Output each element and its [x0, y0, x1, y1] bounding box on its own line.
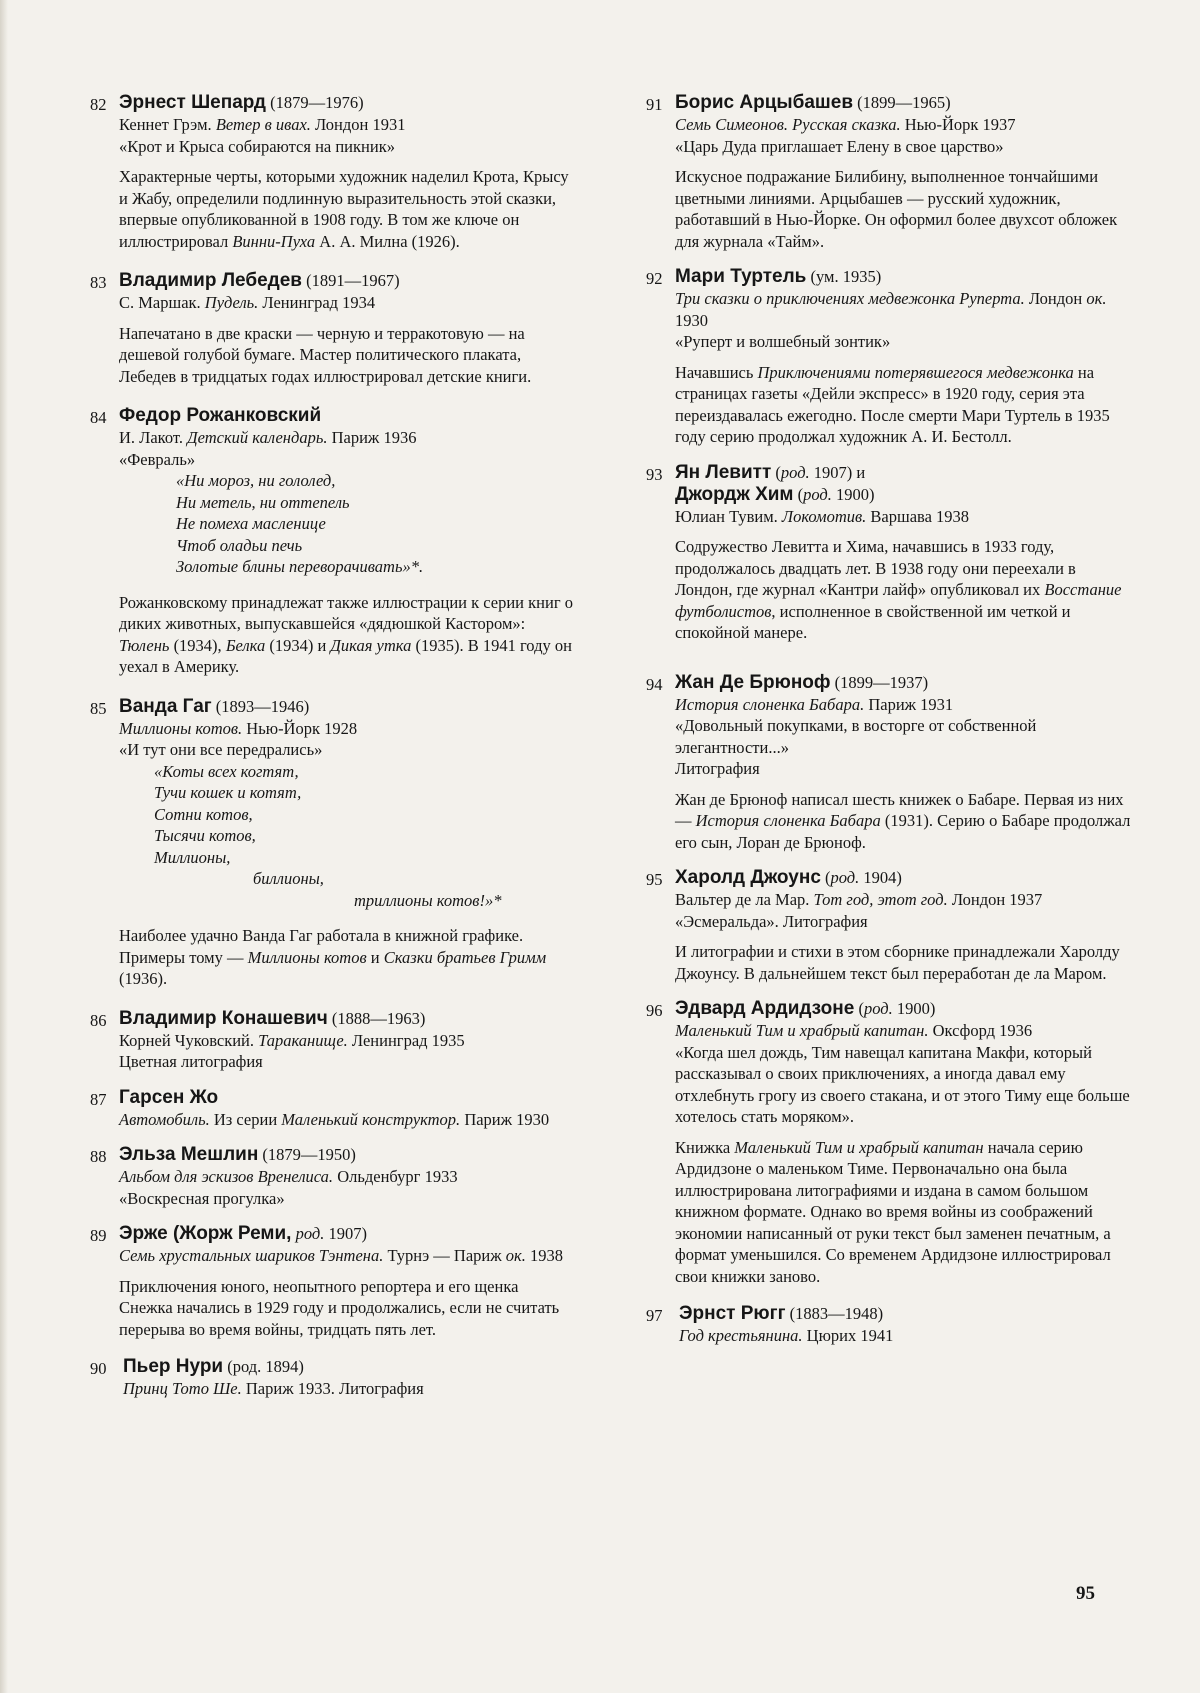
entry-number: 85 [90, 698, 107, 720]
catalog-entry-95 [642, 867, 1134, 984]
entry-number: 83 [90, 272, 107, 294]
catalog-entry-85 [86, 696, 576, 990]
illustration-caption: «И тут они все передрались» [119, 739, 576, 761]
entry-number: 86 [90, 1010, 107, 1032]
entry-description: Рожанковскому принадлежат также иллюстрации к серии книг о диких животных, выпускавшейся «дядюшкой Кастором»: Тюлень (1934), Белка (1934) и Дикая утка (1935). В 1941 году он уехал в Америку. [119, 592, 576, 678]
catalog-entry-82 [86, 92, 576, 252]
illustration-caption: Цветная литография [119, 1051, 576, 1073]
artist-name: Федор Рожанковский [119, 405, 321, 426]
entry-description: Начавшись Приключениями потерявшегося медвежонка на страницах газеты «Дейли экспресс» в 1920 году, серия эта переиздавалась ежегодно. После смерти Мари Туртель в 1935 году серию продолжал художник А. И. Бестолл. [675, 362, 1134, 448]
book-title-line: Маленький Тим и храбрый капитан. Оксфорд 1936 [675, 1020, 1134, 1042]
artist-name: Борис Арцыбашев [675, 92, 853, 113]
artist-name: Ян Левитт [675, 462, 771, 483]
book-title-line: Вальтер де ла Мар. Тот год, этот год. Лондон 1937 [675, 889, 1134, 911]
entry-description: Жан де Брюноф написал шесть книжек о Бабаре. Первая из них — История слоненка Бабара (1931). Серию о Бабаре продолжал его сын, Лоран де Брюноф. [675, 789, 1134, 854]
catalog-entry-83 [86, 270, 576, 387]
artist-dates: (род. 1900) [858, 999, 935, 1018]
entry-number: 90 [90, 1358, 107, 1380]
illustration-caption: «Воскресная прогулка» [119, 1188, 576, 1210]
artist-name: Жан Де Брюноф [675, 672, 831, 693]
artist-dates: (род. 1907) и [775, 463, 865, 482]
artist-dates: (1899—1937) [835, 673, 929, 692]
artist-dates: (род. 1900) [798, 485, 875, 504]
illustration-caption: «Крот и Крыса собираются на пикник» [119, 136, 576, 158]
artist-dates: род. 1907) [296, 1224, 367, 1243]
entry-number: 87 [90, 1089, 107, 1111]
artist-name: Джордж Хим [675, 484, 794, 505]
artist-dates: (1879—1950) [262, 1145, 356, 1164]
artist-name: Владимир Конашевич [119, 1008, 328, 1029]
artist-name: Эльза Мешлин [119, 1144, 258, 1165]
entry-number: 92 [646, 268, 663, 290]
artist-name: Харолд Джоунс [675, 867, 821, 888]
entry-number: 88 [90, 1146, 107, 1168]
artist-dates: (род. 1904) [825, 868, 902, 887]
entry-description: Наиболее удачно Ванда Гаг работала в книжной графике. Примеры тому — Миллионы котов и Сказки братьев Гримм (1936). [119, 925, 576, 990]
entry-description: И литографии и стихи в этом сборнике принадлежали Харолду Джоунсу. В дальнейшем текст был переработан де ла Маром. [675, 941, 1134, 984]
book-title-line: И. Лакот. Детский календарь. Париж 1936 [119, 427, 576, 449]
artist-dates: (1888—1963) [332, 1009, 426, 1028]
scan-edge [0, 0, 8, 1693]
book-title-line: Кеннет Грэм. Ветер в ивах. Лондон 1931 [119, 114, 576, 136]
artist-dates: (ум. 1935) [811, 267, 882, 286]
book-title-line: Принц Тото Ше. Париж 1933. Литография [123, 1378, 576, 1400]
book-title-line: История слоненка Бабара. Париж 1931 [675, 694, 1134, 716]
entry-number: 82 [90, 94, 107, 116]
entry-number: 94 [646, 674, 663, 696]
illustration-caption: «Февраль» [119, 449, 576, 471]
page-number: 95 [1076, 1583, 1095, 1605]
artist-name: Эрже (Жорж Реми, [119, 1223, 291, 1244]
catalog-entry-92 [642, 266, 1134, 448]
book-title-line: Юлиан Тувим. Локомотив. Варшава 1938 [675, 506, 1134, 528]
poem-quote: «Коты всех когтят, Тучи кошек и котят, Сотни котов, Тысячи котов, Миллионы, биллионы, триллионы котов!»* [119, 761, 576, 912]
illustration-caption: «Царь Дуда приглашает Елену в свое царство» [675, 136, 1134, 158]
catalog-entry-96 [642, 998, 1134, 1287]
entry-description: Книжка Маленький Тим и храбрый капитан начала серию Ардидзоне о маленьком Тиме. Первоначально она была иллюстрирована литографиями и издана в самом большом книжном формате. Однако во время войны из соображений экономии написанный от руки текст был заменен печатным, а формат уменьшился. Со временем Ардидзоне иллюстрировал свои книжки заново. [675, 1137, 1134, 1288]
catalog-entry-87 [86, 1087, 576, 1131]
entry-description: Напечатано в две краски — черную и терракотовую — на дешевой голубой бумаге. Мастер политического плаката, Лебедев в тридцатых годах иллюстрировал детские книги. [119, 323, 576, 388]
entry-number: 89 [90, 1225, 107, 1247]
artist-name: Ванда Гаг [119, 696, 212, 717]
catalog-entry-86 [86, 1008, 576, 1073]
artist-name: Эрнест Шепард [119, 92, 266, 113]
entry-number: 84 [90, 407, 107, 429]
catalog-entry-84 [86, 405, 576, 678]
artist-name: Эрнст Рюгг [679, 1303, 785, 1324]
artist-dates: (1883—1948) [790, 1304, 884, 1323]
catalog-entry-90 [86, 1356, 576, 1400]
book-title-line: Альбом для эскизов Вренелиса. Ольденбург 1933 [119, 1166, 576, 1188]
technique-line: Литография [675, 758, 1134, 780]
artist-name: Гарсен Жо [119, 1087, 218, 1108]
book-title-line: Корней Чуковский. Тараканище. Ленинград 1935 [119, 1030, 576, 1052]
book-title-line: Автомобиль. Из серии Маленький конструктор. Париж 1930 [119, 1109, 576, 1131]
artist-name: Пьер Нури [123, 1356, 223, 1377]
catalog-entry-93 [642, 462, 1134, 644]
artist-name: Эдвард Ардидзоне [675, 998, 854, 1019]
illustration-caption: «Когда шел дождь, Тим навещал капитана Макфи, который рассказывал о своих приключениях, а иногда давал ему отхлебнуть грогу из своего стакана, и от этого Тиму еще больше хотелось стать моряком». [675, 1042, 1134, 1128]
left-column [86, 92, 576, 1400]
catalog-entry-97 [642, 1303, 1134, 1347]
catalog-entry-89 [86, 1223, 576, 1340]
book-title-line: С. Маршак. Пудель. Ленинград 1934 [119, 292, 576, 314]
artist-dates: (1879—1976) [270, 93, 364, 112]
entry-description: Искусное подражание Билибину, выполненное тончайшими цветными линиями. Арцыбашев — русский художник, работавший в Нью-Йорке. Он оформил более двухсот обложек для журнала «Тайм». [675, 166, 1134, 252]
poem-quote: «Ни мороз, ни гололед, Ни метель, ни оттепель Не помеха масленице Чтоб оладьи печь Золотые блины переворачивать»*. [119, 470, 576, 578]
entry-description: Характерные черты, которыми художник наделил Крота, Крысу и Жабу, определили подлинную выразительность этой сказки, впервые опубликованной в 1908 году. В том же ключе он иллюстрировал Винни-Пуха А. А. Милна (1926). [119, 166, 576, 252]
entry-description: Приключения юного, неопытного репортера и его щенка Снежка начались в 1929 году и продолжались, если не считать перерыва во время войны, тридцать пять лет. [119, 1276, 576, 1341]
artist-name: Владимир Лебедев [119, 270, 302, 291]
artist-dates: (1899—1965) [857, 93, 951, 112]
illustration-caption: «Руперт и волшебный зонтик» [675, 331, 1134, 353]
illustration-caption: «Эсмеральда». Литография [675, 911, 1134, 933]
book-title-line: Год крестьянина. Цюрих 1941 [679, 1325, 1134, 1347]
entry-number: 96 [646, 1000, 663, 1022]
artist-dates: (1891—1967) [306, 271, 400, 290]
artist-dates: (род. 1894) [227, 1357, 304, 1376]
illustration-caption: «Довольный покупками, в восторге от собственной элегантности...» [675, 715, 1134, 758]
catalog-entry-94 [642, 672, 1134, 854]
entry-number: 91 [646, 94, 663, 116]
right-column [642, 92, 1134, 1347]
entry-number: 95 [646, 869, 663, 891]
entry-description: Содружество Левитта и Хима, начавшись в 1933 году, продолжалось двадцать лет. В 1938 году они переехали в Лондон, где журнал «Кантри лайф» опубликовал их Восстание футболистов, исполненное в свойственной им четкой и спокойной манере. [675, 536, 1134, 644]
book-title-line: Миллионы котов. Нью-Йорк 1928 [119, 718, 576, 740]
catalog-entry-91 [642, 92, 1134, 252]
artist-name: Мари Туртель [675, 266, 806, 287]
book-title-line: Три сказки о приключениях медвежонка Руперта. Лондон ок. 1930 [675, 288, 1134, 331]
entry-number: 97 [646, 1305, 663, 1327]
book-title-line: Семь Симеонов. Русская сказка. Нью-Йорк 1937 [675, 114, 1134, 136]
catalog-entry-88 [86, 1144, 576, 1209]
book-title-line: Семь хрустальных шариков Тэнтена. Турнэ — Париж ок. 1938 [119, 1245, 576, 1267]
entry-number: 93 [646, 464, 663, 486]
artist-dates: (1893—1946) [216, 697, 310, 716]
